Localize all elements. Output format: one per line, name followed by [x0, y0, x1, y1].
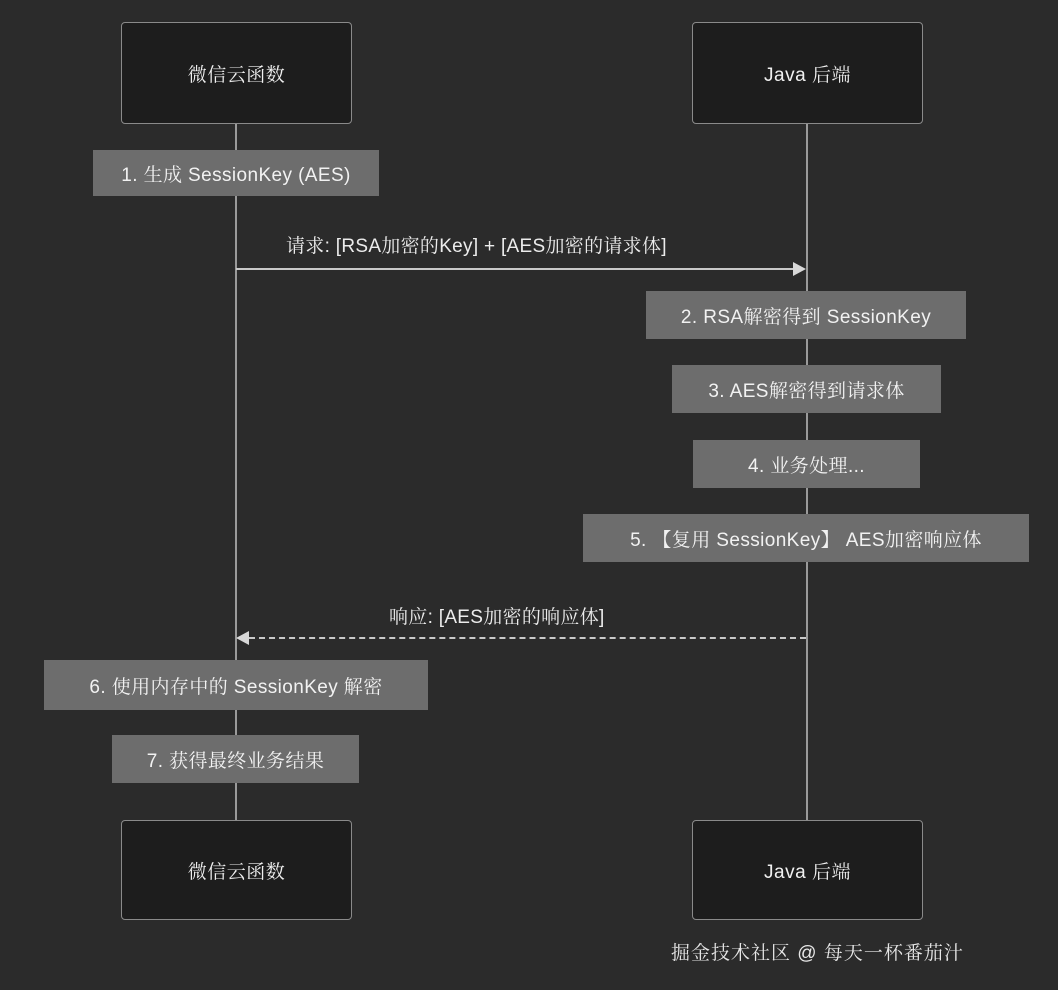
- note-business-process-label: 4. 业务处理...: [748, 455, 865, 477]
- note-decrypt-with-memory-sessionkey: [44, 660, 428, 710]
- watermark-text: 掘金技术社区 @ 每天一杯番茄汁: [671, 943, 964, 964]
- message-response-text: 响应: [AES加密的响应体]: [389, 607, 605, 628]
- note-reuse-sessionkey-encrypt-label: 5. 【复用 SessionKey】 AES加密响应体: [630, 529, 982, 551]
- message-response-label: [389, 602, 605, 629]
- note-reuse-sessionkey-encrypt: [583, 514, 1029, 562]
- message-request-arrowhead: [793, 262, 806, 276]
- note-aes-decrypt: [672, 365, 941, 413]
- message-response-line: [249, 637, 806, 639]
- note-generate-sessionkey: [93, 150, 379, 196]
- note-rsa-decrypt: [646, 291, 966, 339]
- note-generate-sessionkey-label: 1. 生成 SessionKey (AES): [121, 164, 351, 186]
- note-business-process: [693, 440, 920, 488]
- actor-server-bottom-label: Java 后端: [764, 861, 851, 883]
- note-aes-decrypt-label: 3. AES解密得到请求体: [708, 380, 905, 402]
- actor-client-bottom-label: 微信云函数: [187, 861, 286, 883]
- actor-server-bottom[interactable]: [692, 820, 923, 920]
- message-request-line: [236, 268, 794, 270]
- message-response-arrowhead: [236, 631, 249, 645]
- actor-client-bottom[interactable]: [121, 820, 352, 920]
- message-request-label: [286, 231, 667, 258]
- actor-client-top[interactable]: [121, 22, 352, 124]
- actor-client-top-label: 微信云函数: [187, 64, 286, 86]
- actor-server-top[interactable]: [692, 22, 923, 124]
- note-final-result: [112, 735, 359, 783]
- note-decrypt-with-memory-sessionkey-label: 6. 使用内存中的 SessionKey 解密: [89, 676, 383, 698]
- note-final-result-label: 7. 获得最终业务结果: [146, 750, 325, 772]
- watermark: [671, 938, 964, 965]
- note-rsa-decrypt-label: 2. RSA解密得到 SessionKey: [680, 306, 932, 328]
- message-request-text: 请求: [RSA加密的Key] + [AES加密的请求体]: [286, 236, 667, 257]
- lifeline-client: [235, 122, 237, 828]
- actor-server-top-label: Java 后端: [764, 64, 851, 86]
